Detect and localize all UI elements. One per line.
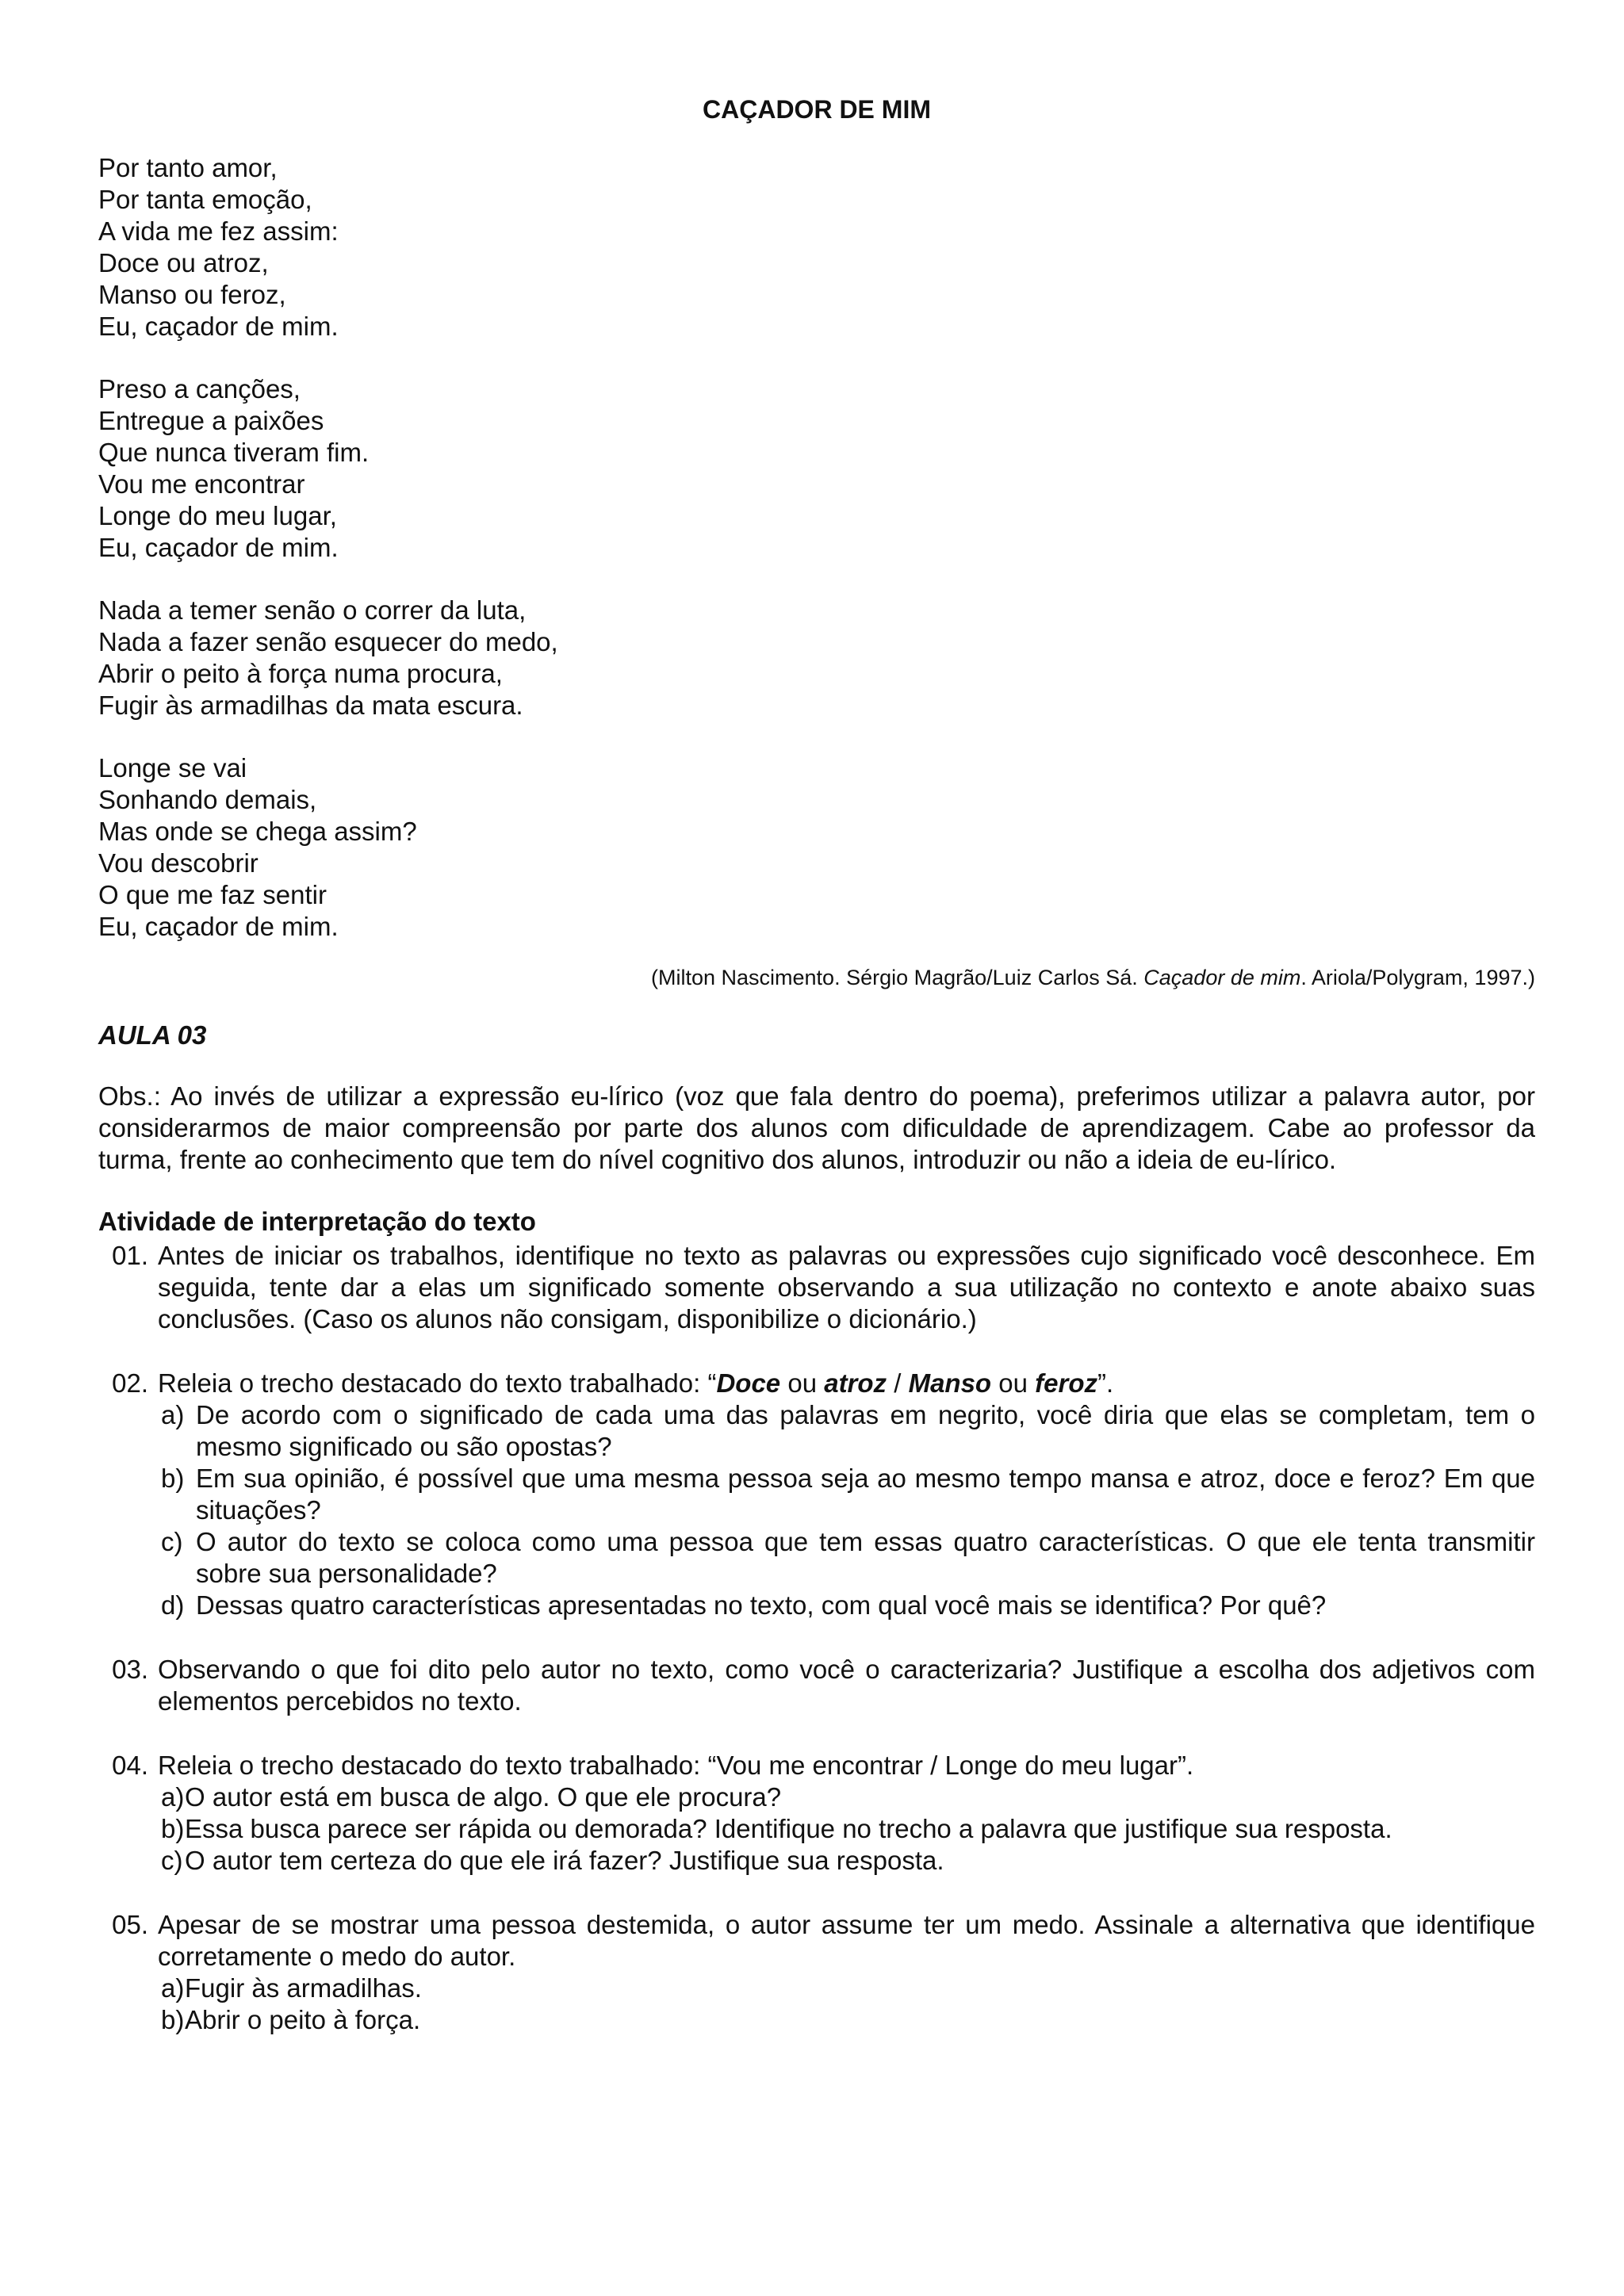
question-text: Apesar de se mostrar uma pessoa destemida, o autor assume ter um medo. Assinale a alternativa que identifique corretamente o medo do autor. bbox=[158, 1910, 1535, 1971]
question-04 bbox=[98, 1750, 1535, 1877]
question-text-suffix: ”. bbox=[1097, 1368, 1114, 1398]
separator: / bbox=[887, 1368, 909, 1398]
question-number: 02. bbox=[112, 1368, 148, 1398]
poem-verse: Nada a fazer senão esquecer do medo, bbox=[98, 627, 558, 656]
poem-stanza bbox=[98, 373, 1535, 564]
question-number: 04. bbox=[112, 1751, 148, 1780]
question-text: Observando o que foi dito pelo autor no texto, como você o caracterizaria? Justifique a escolha dos adjetivos com elementos percebidos no texto. bbox=[158, 1655, 1535, 1716]
sub-question-letter: d) bbox=[161, 1590, 185, 1620]
poem-verse: Longe se vai bbox=[98, 753, 247, 783]
poem-verse: A vida me fez assim: bbox=[98, 216, 339, 246]
question-number: 03. bbox=[112, 1655, 148, 1684]
lesson-heading: AULA 03 bbox=[98, 1020, 207, 1050]
question-03 bbox=[98, 1654, 1535, 1717]
sub-question-text: De acordo com o significado de cada uma das palavras em negrito, você diria que elas se completam, tem o mesmo significado ou são opostas? bbox=[196, 1400, 1535, 1461]
sub-question-text: O autor do texto se coloca como uma pessoa que tem essas quatro características. O que ele tenta transmitir sobre sua personalidade? bbox=[196, 1527, 1535, 1588]
answer-option-text: Fugir às armadilhas. bbox=[185, 1973, 422, 2003]
poem-verse: Eu, caçador de mim. bbox=[98, 312, 339, 341]
poem-verse: Vou descobrir bbox=[98, 848, 259, 878]
sub-question-letter: c) bbox=[161, 1527, 183, 1556]
poem-verse: Sonhando demais, bbox=[98, 785, 317, 814]
question-body bbox=[158, 1368, 1535, 1621]
question-number: 05. bbox=[112, 1910, 148, 1939]
sub-question-letter: a) bbox=[161, 1400, 185, 1429]
poem-verse: Fugir às armadilhas da mata escura. bbox=[98, 691, 523, 720]
answer-option bbox=[117, 2004, 1535, 2036]
poem-verse: Longe do meu lugar, bbox=[98, 501, 337, 530]
question-number: 01. bbox=[112, 1241, 148, 1270]
sub-question bbox=[117, 1845, 1535, 1877]
highlight-word: Doce bbox=[716, 1368, 781, 1398]
question-01 bbox=[98, 1240, 1535, 1335]
citation-suffix: . Ariola/Polygram, 1997.) bbox=[1300, 966, 1535, 989]
poem-verse: Eu, caçador de mim. bbox=[98, 912, 339, 941]
sub-question-list bbox=[117, 1781, 1535, 1877]
poem-verse: Eu, caçador de mim. bbox=[98, 533, 339, 562]
sub-question bbox=[117, 1590, 1535, 1621]
question-body bbox=[158, 1750, 1535, 1877]
sub-question-text: O autor está em busca de algo. O que ele procura? bbox=[185, 1782, 782, 1812]
poem-verse: Entregue a paixões bbox=[98, 406, 324, 435]
question-02 bbox=[98, 1368, 1535, 1621]
sub-question-text: Essa busca parece ser rápida ou demorada? Identifique no trecho a palavra que justifique sua resposta. bbox=[185, 1814, 1392, 1843]
document-page bbox=[98, 94, 1535, 2068]
sub-question bbox=[117, 1463, 1535, 1526]
sub-question-letter: b) bbox=[161, 1464, 185, 1493]
sub-question-text: O autor tem certeza do que ele irá fazer? Justifique sua resposta. bbox=[185, 1846, 944, 1875]
sub-question-text: Em sua opinião, é possível que uma mesma pessoa seja ao mesmo tempo mansa e atroz, doce e feroz? Em que situações? bbox=[196, 1464, 1535, 1525]
sub-question-list bbox=[117, 1973, 1535, 2036]
poem-citation bbox=[98, 964, 1535, 991]
highlight-word: atroz bbox=[824, 1368, 887, 1398]
question-body bbox=[158, 1909, 1535, 2036]
poem-verse: Abrir o peito à força numa procura, bbox=[98, 659, 503, 688]
connector-word: ou bbox=[991, 1368, 1036, 1398]
question-text: Antes de iniciar os trabalhos, identifique no texto as palavras ou expressões cujo significado você desconhece. Em seguida, tente dar a elas um significado somente observando a sua utilização no contexto e anote abaixo suas conclusões. (Caso os alunos não consigam, disponibilize o dicionário.) bbox=[158, 1241, 1535, 1334]
activity-heading: Atividade de interpretação do texto bbox=[98, 1207, 536, 1236]
question-text-prefix: Releia o trecho destacado do texto trabalhado: “ bbox=[158, 1368, 717, 1398]
sub-question bbox=[117, 1781, 1535, 1813]
connector-word: ou bbox=[780, 1368, 825, 1398]
citation-prefix: (Milton Nascimento. Sérgio Magrão/Luiz Carlos Sá. bbox=[651, 966, 1144, 989]
poem-verse: Manso ou feroz, bbox=[98, 280, 286, 309]
answer-option-letter: b) bbox=[161, 2005, 185, 2034]
observation-paragraph: Obs.: Ao invés de utilizar a expressão eu-lírico (voz que fala dentro do poema), preferimos utilizar a palavra autor, por considerarmos de maior compreensão por parte dos alunos com dificuldade de aprendizagem. Cabe ao professor da turma, frente ao conhecimento que tem do nível cognitivo dos alunos, introduzir ou não a ideia de eu-lírico. bbox=[98, 1081, 1535, 1174]
citation-work-title: Caçador de mim bbox=[1143, 966, 1301, 989]
poem-stanza bbox=[98, 595, 1535, 721]
poem-verse: Nada a temer senão o correr da luta, bbox=[98, 595, 527, 625]
sub-question-text: Dessas quatro características apresentadas no texto, com qual você mais se identifica? Por quê? bbox=[196, 1590, 1327, 1620]
poem bbox=[98, 152, 1535, 943]
question-text bbox=[158, 1368, 1535, 1399]
answer-option bbox=[117, 1973, 1535, 2004]
sub-question bbox=[117, 1526, 1535, 1590]
poem-verse: Por tanto amor, bbox=[98, 153, 278, 182]
poem-stanza bbox=[98, 152, 1535, 342]
poem-stanza bbox=[98, 752, 1535, 943]
poem-title: CAÇADOR DE MIM bbox=[703, 95, 931, 124]
highlight-word: Manso bbox=[908, 1368, 992, 1398]
answer-option-text: Abrir o peito à força. bbox=[185, 2005, 421, 2034]
question-05 bbox=[98, 1909, 1535, 2036]
poem-verse: Preso a canções, bbox=[98, 374, 301, 404]
sub-question bbox=[117, 1399, 1535, 1463]
poem-verse: Que nunca tiveram fim. bbox=[98, 438, 370, 467]
sub-question-letter: a) bbox=[161, 1782, 185, 1812]
poem-verse: Mas onde se chega assim? bbox=[98, 817, 417, 846]
poem-verse: Doce ou atroz, bbox=[98, 248, 269, 277]
poem-verse: Vou me encontrar bbox=[98, 469, 305, 499]
answer-option-letter: a) bbox=[161, 1973, 185, 2003]
sub-question-list bbox=[117, 1399, 1535, 1621]
poem-verse: O que me faz sentir bbox=[98, 880, 327, 909]
highlight-word: feroz bbox=[1035, 1368, 1097, 1398]
sub-question bbox=[117, 1813, 1535, 1845]
sub-question-letter: b) bbox=[161, 1814, 185, 1843]
sub-question-letter: c) bbox=[161, 1846, 183, 1875]
poem-verse: Por tanta emoção, bbox=[98, 185, 312, 214]
question-text: Releia o trecho destacado do texto trabalhado: “Vou me encontrar / Longe do meu lugar”. bbox=[158, 1751, 1194, 1780]
